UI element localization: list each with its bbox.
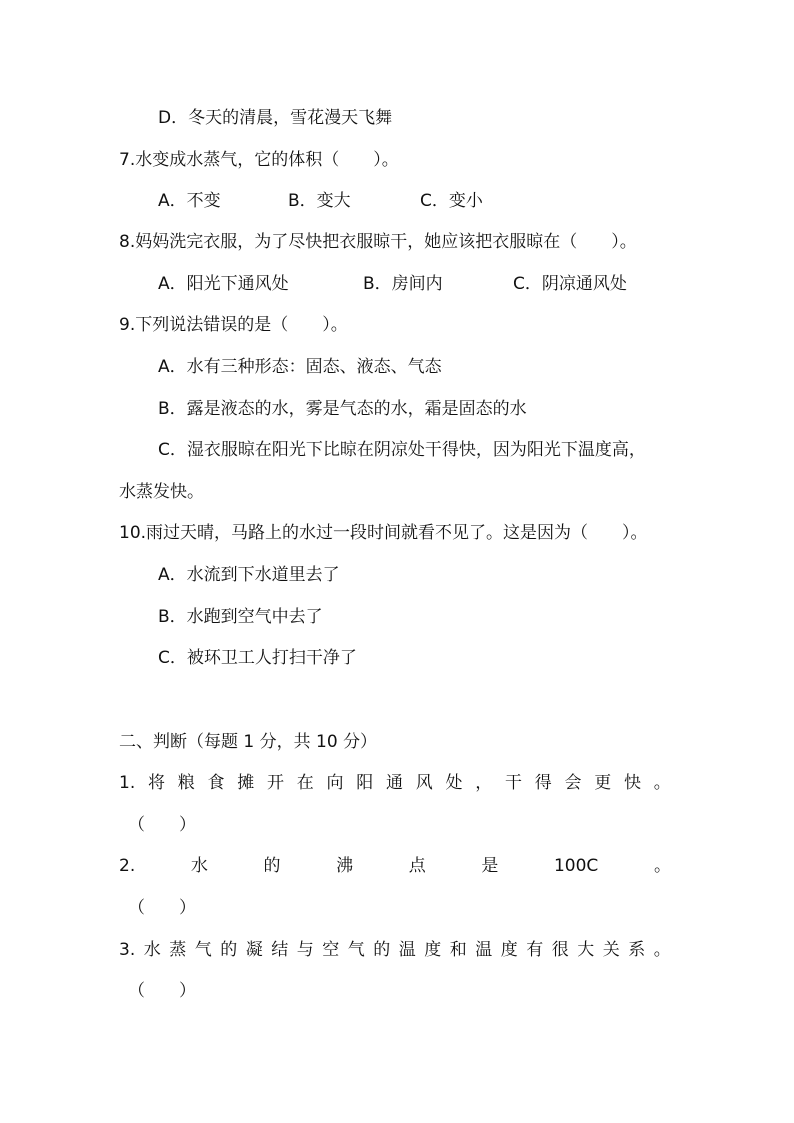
judgment-token: 和 [449, 940, 467, 960]
judgment-token: 大 [577, 940, 595, 960]
q7-option-a: A．不变 [158, 191, 221, 211]
judgment-token: 。 [653, 940, 671, 960]
question-6-option-d: D．冬天的清晨，雪花漫天飞舞 [158, 108, 393, 128]
judgment-token: 有 [526, 940, 544, 960]
judgment-token: 干 [504, 773, 522, 793]
section-2-heading: 二、判断（每题 1 分，共 10 分） [119, 732, 378, 752]
judgment-3-paren: （ ） [128, 981, 196, 1001]
judgment-token: 开 [266, 773, 284, 793]
q8-option-c: C．阴凉通风处 [513, 274, 627, 294]
question-10-stem: 10.雨过天晴，马路上的水过一段时间就看不见了。这是因为（ ）。 [119, 523, 648, 543]
judgment-3 [119, 939, 671, 961]
judgment-token: 。 [653, 856, 671, 876]
judgment-token: 蒸 [169, 940, 187, 960]
q7-option-c: C．变小 [420, 191, 483, 211]
judgment-2 [119, 855, 671, 877]
judgment-token: 是 [481, 856, 499, 876]
judgment-token: 点 [408, 856, 426, 876]
question-7-stem: 7.水变成水蒸气，它的体积（ ）。 [119, 150, 399, 170]
judgment-token: 水 [190, 856, 208, 876]
judgment-token: 得 [534, 773, 552, 793]
judgment-token: 气 [347, 940, 365, 960]
judgment-token: 度 [424, 940, 442, 960]
q8-option-b: B．房间内 [363, 274, 443, 294]
judgment-2-paren: （ ） [128, 898, 196, 918]
judgment-token: 摊 [237, 773, 255, 793]
judgment-token: 关 [602, 940, 620, 960]
judgment-1 [119, 772, 671, 794]
judgment-token: 将 [147, 773, 165, 793]
judgment-token: 水 [143, 940, 161, 960]
judgment-token: 通 [385, 773, 403, 793]
judgment-token: 结 [271, 940, 289, 960]
question-8-stem: 8.妈妈洗完衣服，为了尽快把衣服晾干，她应该把衣服晾在（ ）。 [119, 232, 637, 252]
q10-option-b: B．水跑到空气中去了 [158, 607, 323, 627]
judgment-token: 温 [475, 940, 493, 960]
judgment-token: 很 [551, 940, 569, 960]
judgment-token: 沸 [336, 856, 354, 876]
judgment-token: 在 [296, 773, 314, 793]
judgment-token: 处 [445, 773, 463, 793]
judgment-token: 3. [119, 940, 136, 960]
q10-option-c: C．被环卫工人打扫干净了 [158, 648, 357, 668]
judgment-token: 的 [263, 856, 281, 876]
q10-option-a: A．水流到下水道里去了 [158, 565, 340, 585]
q9-option-b: B．露是液态的水，雾是气态的水，霜是固态的水 [158, 399, 527, 419]
judgment-token: 更 [594, 773, 612, 793]
judgment-token: 向 [326, 773, 344, 793]
judgment-token: 100C [553, 856, 599, 876]
judgment-1-paren: （ ） [128, 815, 196, 835]
judgment-token: 与 [296, 940, 314, 960]
q9-option-c-line2: 水蒸发快。 [119, 482, 204, 502]
judgment-token: 系 [628, 940, 646, 960]
judgment-token: 的 [220, 940, 238, 960]
q8-option-a: A．阳光下通风处 [158, 274, 289, 294]
q7-option-b: B．变大 [288, 191, 351, 211]
q9-option-c-line1: C．湿衣服晾在阳光下比晾在阴凉处干得快，因为阳光下温度高， [158, 440, 646, 460]
judgment-token: 温 [398, 940, 416, 960]
judgment-token: 阳 [356, 773, 374, 793]
judgment-token: 度 [500, 940, 518, 960]
question-9-stem: 9.下列说法错误的是（ ）。 [119, 315, 348, 335]
judgment-token: 快 [623, 773, 641, 793]
judgment-token: 空 [322, 940, 340, 960]
judgment-token: 风 [415, 773, 433, 793]
judgment-token: 1. [119, 773, 136, 793]
judgment-token: 。 [653, 773, 671, 793]
judgment-token: 气 [194, 940, 212, 960]
judgment-token: 食 [207, 773, 225, 793]
judgment-token: 2. [119, 856, 136, 876]
q9-option-a: A．水有三种形态：固态、液态、气态 [158, 357, 442, 377]
judgment-token: 的 [373, 940, 391, 960]
judgment-token: 会 [564, 773, 582, 793]
judgment-token: ， [475, 773, 493, 793]
judgment-token: 凝 [245, 940, 263, 960]
judgment-token: 粮 [177, 773, 195, 793]
